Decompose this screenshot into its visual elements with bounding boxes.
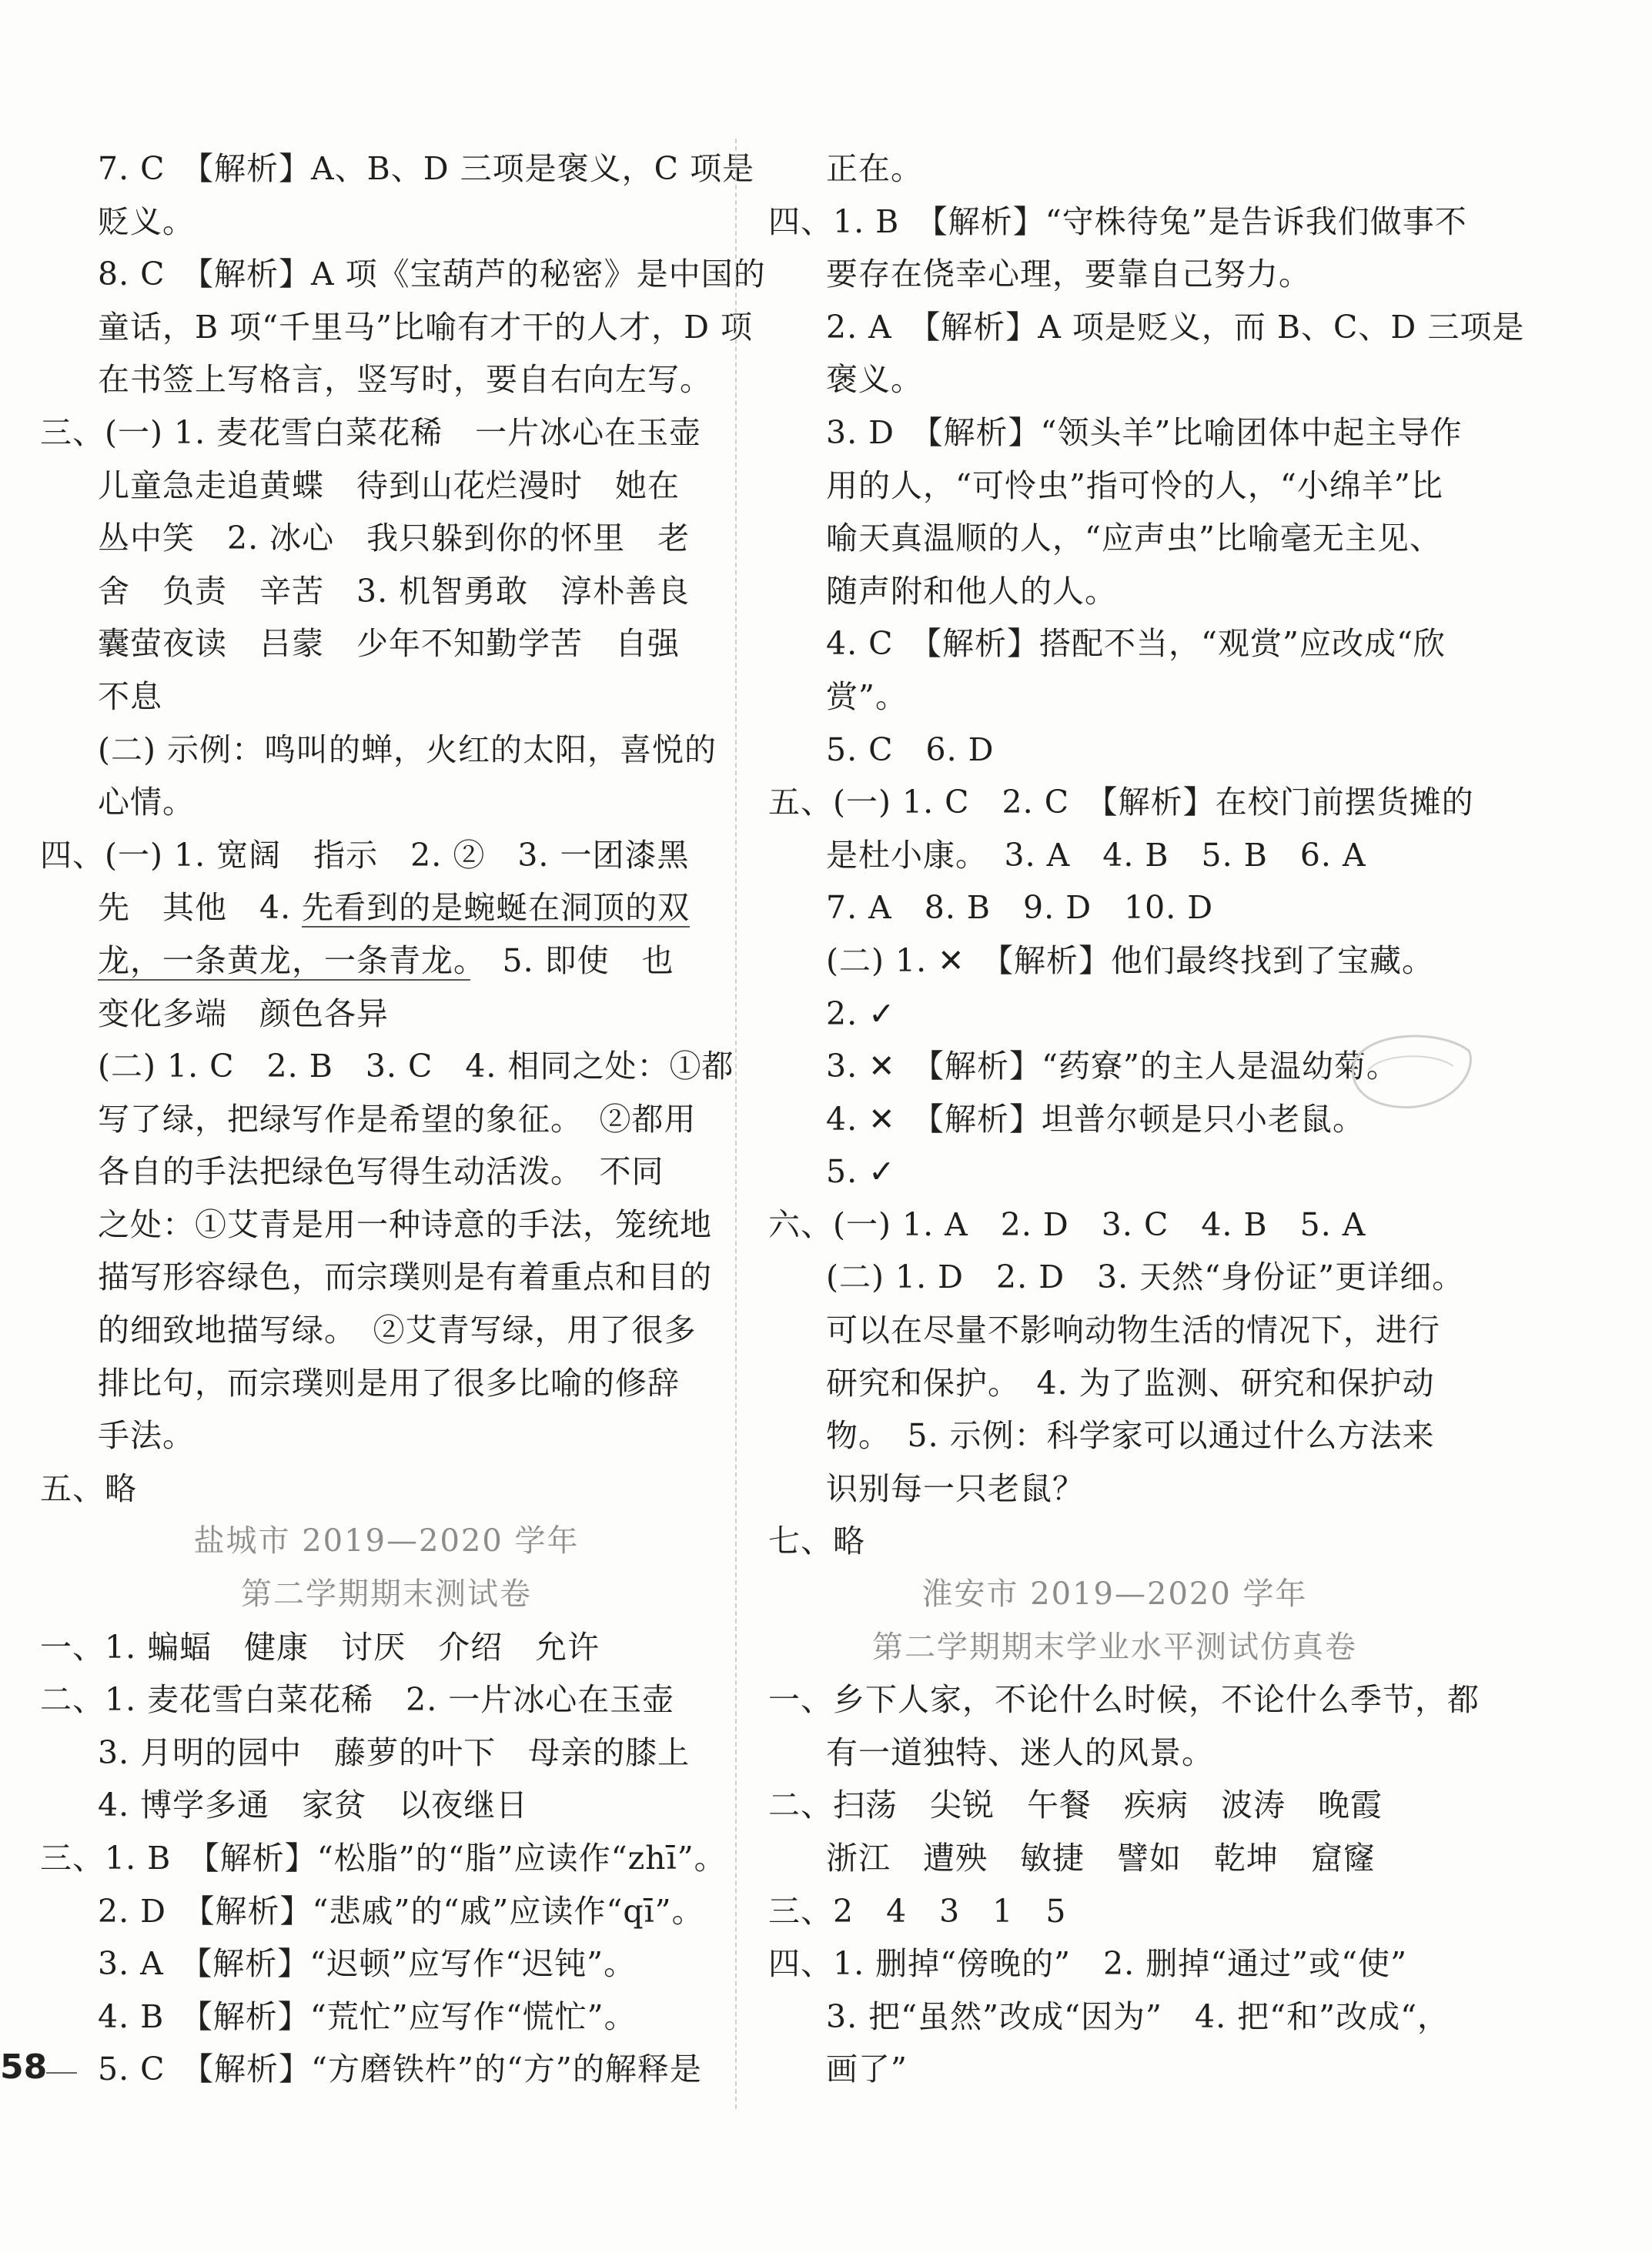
answer-line: 3. ✕ 【解析】“药寮”的主人是温幼菊。 [826, 1048, 1399, 1085]
underlined-answer: 龙，一条黄龙，一条青龙。 [98, 941, 470, 979]
answer-line: 排比句，而宗璞则是用了很多比喻的修辞 [98, 1364, 680, 1402]
answer-line: 用的人，“可怜虫”指可怜的人，“小绵羊”比 [826, 466, 1443, 504]
answer-line: 4. 博学多通 家贫 以夜继日 [98, 1787, 529, 1824]
answer-line: 5. ✓ [826, 1153, 896, 1191]
answer-line: 7. C 【解析】A、B、D 三项是褒义，C 项是 [98, 150, 755, 187]
answer-text: 5. 即使 也 [470, 941, 674, 979]
answer-line: 童话，B 项“千里马”比喻有才干的人才，D 项 [98, 308, 753, 346]
answer-line: (二) 1. ✕ 【解析】他们最终找到了宝藏。 [826, 941, 1435, 979]
section-heading: 第二学期期末学业水平测试仿真卷 [872, 1629, 1357, 1665]
answer-line: 五、(一) 1. C 2. C 【解析】在校门前摆货摊的 [768, 784, 1474, 821]
page-number: 58 [0, 2047, 48, 2087]
column-divider [735, 139, 737, 2109]
answer-line: 在书签上写格言，竖写时，要自右向左写。 [98, 361, 712, 399]
answer-line: 丛中笑 2. 冰心 我只躲到你的怀里 老 [98, 520, 691, 557]
answer-line: 三、2 4 3 1 5 [768, 1892, 1067, 1930]
answer-line: 4. ✕ 【解析】坦普尔顿是只小老鼠。 [826, 1100, 1366, 1138]
answer-line: 2. D 【解析】“悲戚”的“戚”应读作“qī”。 [98, 1892, 704, 1930]
answer-line: 画了” [826, 2051, 908, 2088]
answer-line: 7. A 8. B 9. D 10. D [826, 889, 1214, 927]
answer-line: 4. C 【解析】搭配不当，“观赏”应改成“欣 [826, 625, 1446, 663]
answer-line: 囊萤夜读 吕蒙 少年不知勤学苦 自强 [98, 625, 680, 663]
answer-line: 2. ✓ [826, 994, 896, 1032]
answer-line: 正在。 [826, 150, 923, 187]
answer-line: 8. C 【解析】A 项《宝葫芦的秘密》是中国的 [98, 256, 766, 293]
answer-line: 贬义。 [98, 202, 195, 240]
answer-line: 五、略 [40, 1469, 137, 1507]
answer-line [40, 881, 733, 934]
answer-line: 随声附和他人的人。 [826, 572, 1117, 610]
answer-line: 一、乡下人家，不论什么时候，不论什么季节，都 [768, 1681, 1480, 1719]
right-column [768, 142, 1525, 2096]
answer-line: 舍 负责 辛苦 3. 机智勇敢 淳朴善良 [98, 572, 691, 610]
answer-line: 七、略 [768, 1523, 865, 1560]
answer-line: 一、1. 蝙蝠 健康 讨厌 介绍 允许 [40, 1628, 600, 1666]
answer-line: 喻天真温顺的人，“应声虫”比喻毫无主见、 [826, 520, 1442, 557]
answer-line [40, 934, 733, 988]
page-number-dash [46, 2072, 77, 2074]
section-heading: 盐城市 2019—2020 学年 [193, 1523, 580, 1559]
answer-line: 3. 月明的园中 藤萝的叶下 母亲的膝上 [98, 1733, 691, 1771]
underlined-answer: 先看到的是蜿蜒在洞顶的双 [302, 889, 691, 927]
left-column [40, 142, 766, 2096]
answer-line: 褒义。 [826, 361, 923, 399]
answer-line: 3. A 【解析】“迟顿”应写作“迟钝”。 [98, 1945, 637, 1983]
answer-line: 5. C 6. D [826, 730, 995, 768]
answer-line: 各自的手法把绿色写得生动活泼。 不同 [98, 1153, 664, 1191]
answer-line: (二) 1. C 2. B 3. C 4. 相同之处：①都 [98, 1048, 734, 1085]
answer-line: 5. C 【解析】“方磨铁杵”的“方”的解释是 [98, 2051, 702, 2088]
answer-line: 二、1. 麦花雪白菜花稀 2. 一片冰心在玉壶 [40, 1681, 675, 1719]
answer-line: 心情。 [98, 784, 195, 821]
answer-line: 六、(一) 1. A 2. D 3. C 4. B 5. A [768, 1205, 1366, 1243]
answer-line: 有一道独特、迷人的风景。 [826, 1733, 1214, 1771]
answer-line: 的细致地描写绿。 ②艾青写绿，用了很多 [98, 1312, 697, 1349]
answer-line: (二) 示例：鸣叫的蝉，火红的太阳，喜悦的 [98, 730, 717, 768]
answer-line: 手法。 [98, 1417, 195, 1455]
answer-line: 识别每一只老鼠？ [826, 1469, 1085, 1507]
section-heading: 第二学期期末测试卷 [241, 1576, 532, 1613]
answer-line: 不息 [98, 677, 162, 715]
answer-line: 四、(一) 1. 宽阔 指示 2. ② 3. 一团漆黑 [40, 836, 690, 874]
answer-line: 物。 5. 示例：科学家可以通过什么方法来 [826, 1417, 1435, 1455]
answer-line: (二) 1. D 2. D 3. 天然“身份证”更详细。 [826, 1259, 1465, 1296]
answer-line: 可以在尽量不影响动物生活的情况下，进行 [826, 1312, 1440, 1349]
answer-line: 3. D 【解析】“领头羊”比喻团体中起主导作 [826, 413, 1463, 451]
answer-line: 研究和保护。 4. 为了监测、研究和保护动 [826, 1364, 1435, 1402]
answer-line: 浙江 遭殃 敏捷 譬如 乾坤 窟窿 [826, 1840, 1376, 1877]
answer-line: 四、1. B 【解析】“守株待兔”是告诉我们做事不 [768, 202, 1467, 240]
answer-line: 变化多端 颜色各异 [98, 994, 389, 1032]
answer-line: 4. B 【解析】“荒忙”应写作“慌忙”。 [98, 1997, 637, 2035]
answer-line: 描写形容绿色，而宗璞则是有着重点和目的 [98, 1259, 712, 1296]
answer-line: 3. 把“虽然”改成“因为” 4. 把“和”改成“， [826, 1997, 1450, 2035]
answer-line: 要存在侥幸心理，要靠自己努力。 [826, 256, 1311, 293]
answer-line: 写了绿，把绿写作是希望的象征。 ②都用 [98, 1100, 697, 1138]
answer-line: 三、(一) 1. 麦花雪白菜花稀 一片冰心在玉壶 [40, 413, 702, 451]
answer-line: 二、扫荡 尖锐 午餐 疾病 波涛 晚霞 [768, 1787, 1383, 1824]
answer-line: 之处：①艾青是用一种诗意的手法，笼统地 [98, 1205, 712, 1243]
section-heading: 淮安市 2019—2020 学年 [921, 1576, 1308, 1613]
answer-line: 三、1. B 【解析】“松脂”的“脂”应读作“zhī”。 [40, 1840, 727, 1877]
answer-line: 赏”。 [826, 677, 908, 715]
answer-line: 2. A 【解析】A 项是贬义，而 B、C、D 三项是 [826, 308, 1525, 346]
answer-line: 四、1. 删掉“傍晚的” 2. 删掉“通过”或“使” [768, 1945, 1408, 1983]
answer-line: 儿童急走追黄蝶 待到山花烂漫时 她在 [98, 466, 680, 504]
answer-line: 是杜小康。 3. A 4. B 5. B 6. A [826, 836, 1366, 874]
answer-text: 先 其他 4. [98, 889, 303, 927]
watermark-stamp [1346, 1024, 1476, 1112]
